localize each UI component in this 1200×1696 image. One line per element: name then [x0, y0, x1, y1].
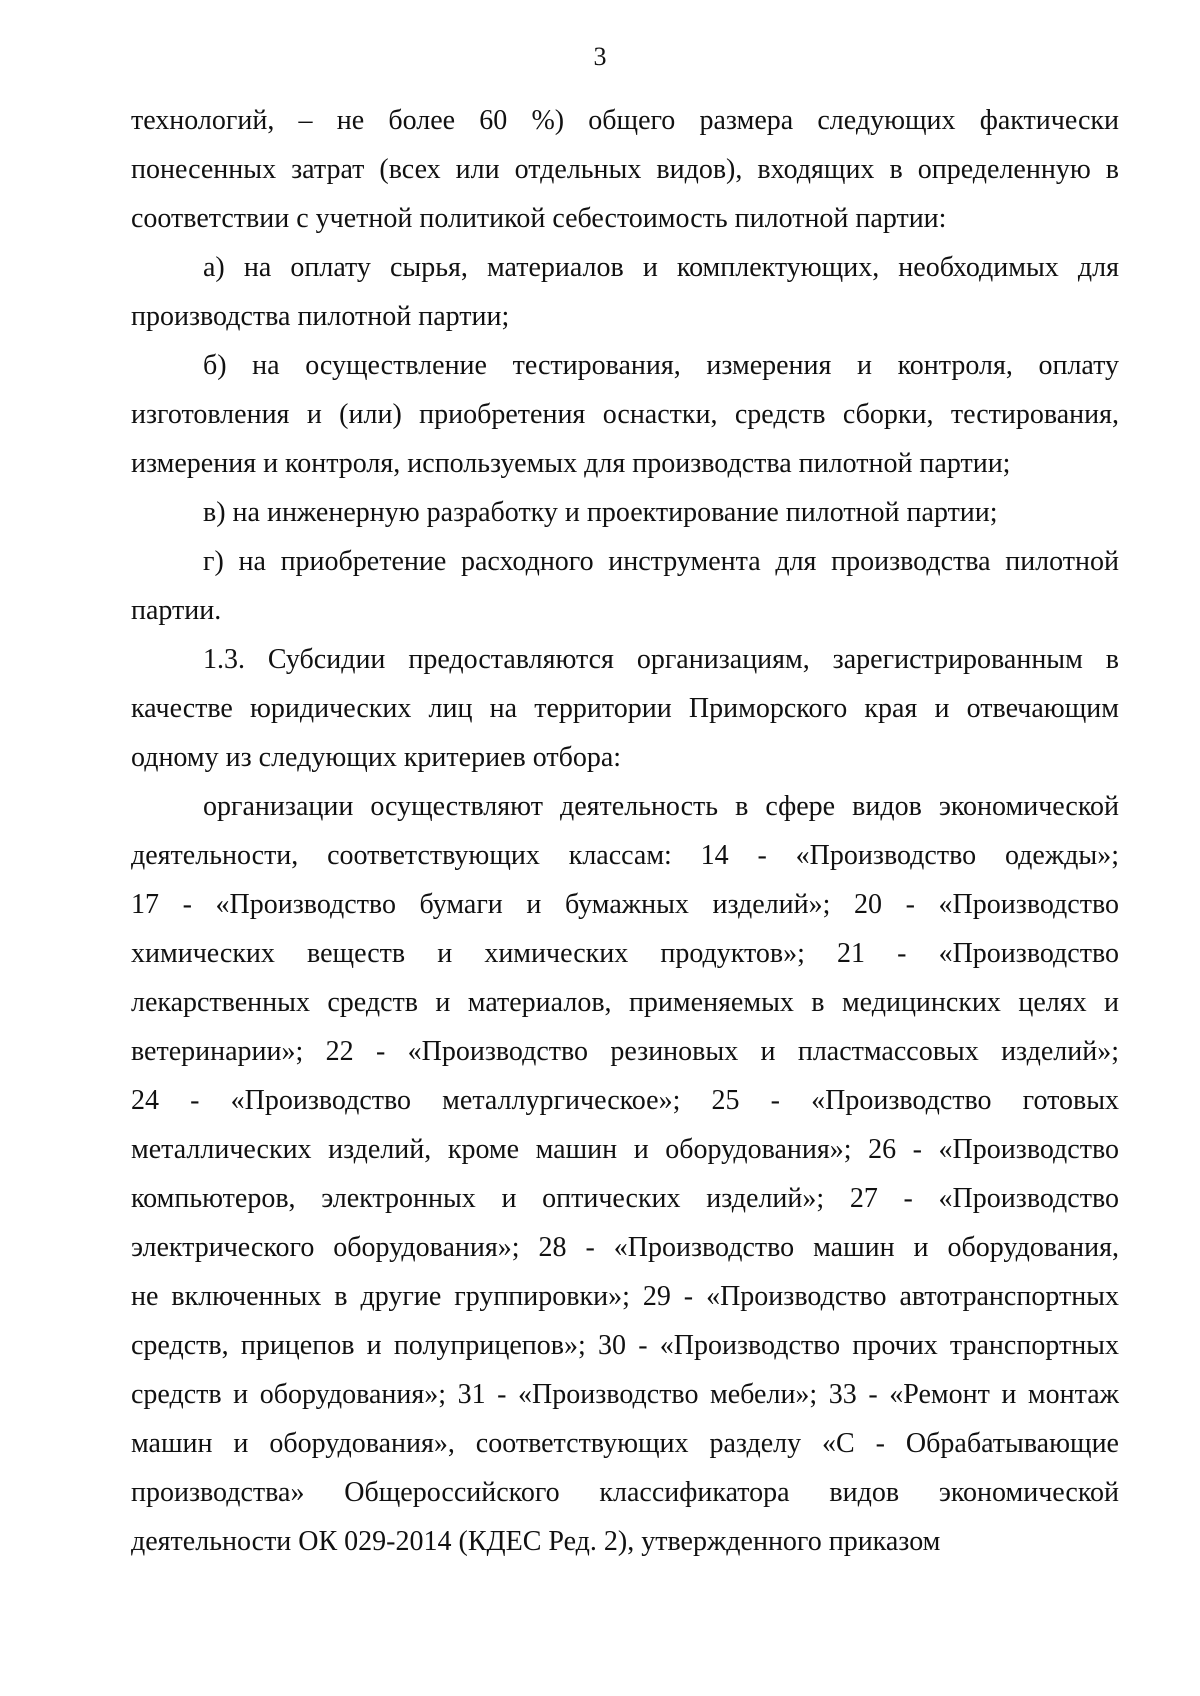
text-line: деятельности ОК 029-2014 (КДЕС Ред. 2), утвержденного приказом — [131, 1526, 941, 1557]
text-line: металлических изделий, кроме машин и оборудования»; 26 - «Производство — [131, 1134, 1119, 1165]
paragraph — [131, 635, 1119, 782]
text-line: 24 - «Производство металлургическое»; 25 - «Производство готовых — [131, 1085, 1119, 1116]
text-line: лекарственных средств и материалов, применяемых в медицинских целях и — [131, 987, 1119, 1018]
text-line: электрического оборудования»; 28 - «Производство машин и оборудования, — [131, 1232, 1119, 1263]
text-line: средств и оборудования»; 31 - «Производство мебели»; 33 - «Ремонт и монтаж — [131, 1379, 1119, 1410]
text-line: производства» Общероссийского классификатора видов экономической — [131, 1477, 1119, 1508]
text-line: 1.3. Субсидии предоставляются организациям, зарегистрированным в — [203, 644, 1119, 675]
text-line: изготовления и (или) приобретения оснастки, средств сборки, тестирования, — [131, 399, 1119, 430]
text-line: машин и оборудования», соответствующих разделу «С - Обрабатывающие — [131, 1428, 1119, 1459]
text-line: измерения и контроля, используемых для производства пилотной партии; — [131, 448, 1011, 479]
paragraph — [131, 243, 1119, 341]
paragraph — [131, 537, 1119, 635]
paragraph — [131, 488, 1119, 537]
text-line: г) на приобретение расходного инструмента для производства пилотной — [203, 546, 1119, 577]
text-line: а) на оплату сырья, материалов и комплектующих, необходимых для — [203, 252, 1119, 283]
text-line: не включенных в другие группировки»; 29 - «Производство автотранспортных — [131, 1281, 1119, 1312]
paragraph — [131, 782, 1119, 1566]
page-number: 3 — [593, 42, 607, 71]
paragraph — [131, 341, 1119, 488]
text-line: средств, прицепов и полуприцепов»; 30 - «Производство прочих транспортных — [131, 1330, 1119, 1361]
document-body — [131, 96, 1119, 1566]
text-line: ветеринарии»; 22 - «Производство резиновых и пластмассовых изделий»; — [131, 1036, 1119, 1067]
text-line: организации осуществляют деятельность в сфере видов экономической — [203, 791, 1119, 822]
text-line: понесенных затрат (всех или отдельных видов), входящих в определенную в — [131, 154, 1119, 185]
text-line: в) на инженерную разработку и проектирование пилотной партии; — [203, 497, 998, 528]
text-line: соответствии с учетной политикой себестоимость пилотной партии: — [131, 203, 947, 234]
text-line: качестве юридических лиц на территории Приморского края и отвечающим — [131, 693, 1119, 724]
text-line: б) на осуществление тестирования, измерения и контроля, оплату — [203, 350, 1119, 381]
text-line: 17 - «Производство бумаги и бумажных изделий»; 20 - «Производство — [131, 889, 1119, 920]
text-line: технологий, – не более 60 %) общего размера следующих фактически — [131, 105, 1119, 136]
text-line: компьютеров, электронных и оптических изделий»; 27 - «Производство — [131, 1183, 1119, 1214]
text-line: химических веществ и химических продуктов»; 21 - «Производство — [131, 938, 1119, 969]
paragraph — [131, 96, 1119, 243]
text-line: деятельности, соответствующих классам: 14 - «Производство одежды»; — [131, 840, 1119, 871]
text-line: производства пилотной партии; — [131, 301, 510, 332]
text-line: одному из следующих критериев отбора: — [131, 742, 622, 773]
text-line: партии. — [131, 595, 222, 626]
